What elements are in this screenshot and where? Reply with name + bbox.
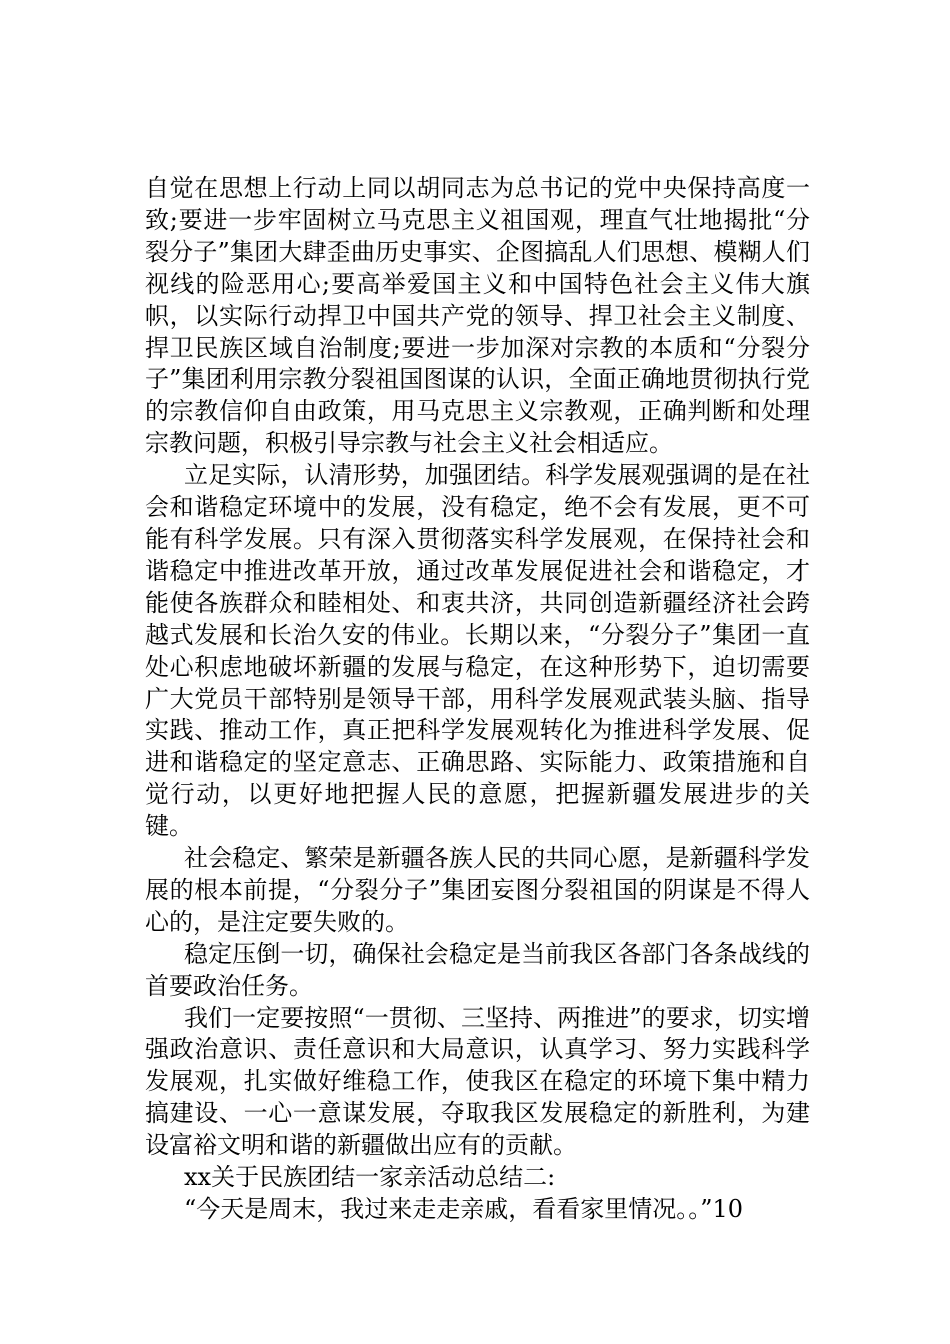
- section-heading: xx关于民族团结一家亲活动总结二:: [184, 1163, 556, 1192]
- paragraph-1: 自觉在思想上行动上同以胡同志为总书记的党中央保持高度一致;要进一步牢固树立马克思主义祖国观，理直气壮地揭批“分裂分子”集团大肆歪曲历史事实、企图搞乱人们思想、模糊人们视线的险恶用心;要高举爱国主义和中国特色社会主义伟大旗帜，以实际行动捍卫中国共产党的领导、捍卫社会主义制度、捍卫民族区域自治制度;要进一步加深对宗教的本质和“分裂分子”集团利用宗教分裂祖国图谋的认识，全面正确地贯彻执行党的宗教信仰自由政策，用马克思主义宗教观，正确判断和处理宗教问题，积极引导宗教与社会主义社会相适应。: [145, 174, 810, 458]
- paragraph-3: 社会稳定、繁荣是新疆各族人民的共同心愿，是新疆科学发展的根本前提，“分裂分子”集团妄图分裂祖国的阴谋是不得人心的，是注定要失败的。: [145, 844, 810, 936]
- paragraph-4: 稳定压倒一切，确保社会稳定是当前我区各部门各条战线的首要政治任务。: [145, 939, 810, 1000]
- paragraph-5: 我们一定要按照“一贯彻、三坚持、两推进”的要求，切实增强政治意识、责任意识和大局意识，认真学习、努力实践科学发展观，扎实做好维稳工作，使我区在稳定的环境下集中精力搞建设、一心一意谋发展，夺取我区发展稳定的新胜利，为建设富裕文明和谐的新疆做出应有的贡献。: [145, 1003, 810, 1160]
- paragraph-2: 立足实际，认清形势，加强团结。科学发展观强调的是在社会和谐稳定环境中的发展，没有稳定，绝不会有发展，更不可能有科学发展。只有深入贯彻落实科学发展观，在保持社会和谐稳定中推进改革开放，通过改革发展促进社会和谐稳定，才能使各族群众和睦相处、和衷共济，共同创造新疆经济社会跨越式发展和长治久安的伟业。长期以来，“分裂分子”集团一直处心积虑地破坏新疆的发展与稳定，在这种形势下，迫切需要广大党员干部特别是领导干部，用科学发展观武装头脑、指导实践、推动工作，真正把科学发展观转化为推进科学发展、促进和谐稳定的坚定意志、正确思路、实际能力、政策措施和自觉行动，以更好地把握人民的意愿，把握新疆发展进步的关键。: [145, 461, 810, 841]
- paragraph-6: “今天是周末，我过来走走亲戚，看看家里情况。。”10: [184, 1195, 744, 1223]
- document-body: [145, 173, 810, 1226]
